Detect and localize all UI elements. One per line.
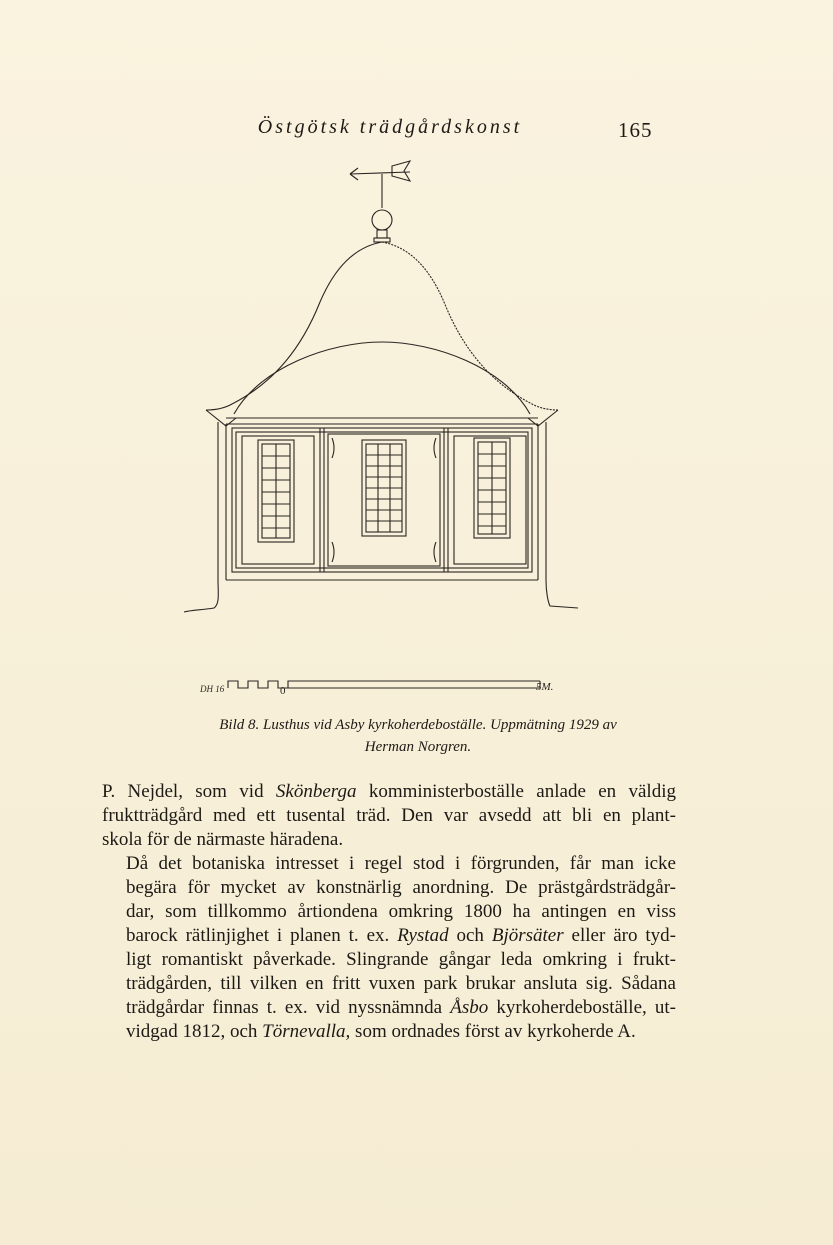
scale-left-label: DH 16 [200, 684, 225, 694]
caption-line-1: Bild 8. Lusthus vid Asby kyrkoherdeboställe. Uppmätning 1929 av [219, 717, 617, 733]
running-header-title: Östgötsk trädgårdskonst [257, 116, 523, 138]
left-panel [242, 436, 314, 564]
text-line [102, 948, 676, 972]
scale-bar [228, 681, 540, 688]
weather-vane-icon [350, 161, 410, 242]
text-segment: vidgad 1812, och [126, 1021, 263, 1042]
page-number: 165 [618, 118, 653, 142]
text-segment: och [448, 925, 492, 946]
text-segment: eller äro tyd- [563, 925, 676, 946]
text-segment: barock rätlinjighet i planen t. ex. [126, 925, 398, 946]
bell-roof [206, 242, 558, 426]
text-segment: trädgårdar finnas t. ex. vid nyssnämnda [126, 997, 451, 1018]
text-segment: fruktträdgård med ett tusental träd. Den var avsedd att bli en plant- [102, 805, 676, 826]
place-name: Rystad [397, 925, 449, 946]
text-line [102, 924, 676, 948]
text-line [102, 876, 676, 900]
place-name: Björsäter [491, 925, 564, 946]
text-line [102, 828, 676, 852]
scale-right-label: 5M. [536, 681, 554, 693]
figure-caption [100, 714, 736, 758]
text-line [102, 900, 676, 924]
text-segment: som ordnades först av kyrkoherde A. [350, 1021, 636, 1042]
scale-zero-label: 0 [280, 685, 286, 697]
right-panel [454, 436, 526, 564]
place-name: Skönberga [275, 781, 357, 802]
text-segment: komministerboställe anlade en väldig [356, 781, 676, 802]
text-line [102, 972, 676, 996]
center-panel [328, 434, 440, 566]
text-segment: ligt romantiskt påverkade. Slingrande gångar leda omkring i frukt- [126, 949, 676, 970]
text-segment: kyrkoherdeboställe, ut- [488, 997, 676, 1018]
text-segment: dar, som tillkommo årtiondena omkring 1800 ha antingen en viss [126, 901, 676, 922]
text-segment: begära för mycket av konstnärlig anordning. De prästgårdsträdgår- [126, 877, 676, 898]
text-line [102, 1020, 676, 1044]
paragraph-1 [102, 780, 676, 852]
text-line [102, 996, 676, 1020]
text-line [102, 780, 676, 804]
paragraph-2 [102, 852, 676, 1044]
text-segment: Då det botaniska intresset i regel stod i förgrunden, får man icke [126, 853, 676, 874]
text-segment: trädgården, till vilken en fritt vuxen park brukar ansluta sig. Sådana [126, 973, 676, 994]
text-line [102, 852, 676, 876]
text-line [102, 804, 676, 828]
pavilion-elevation-drawing [170, 152, 600, 712]
caption-line-2: Herman Norgren. [364, 739, 472, 755]
place-name: Törnevalla, [262, 1021, 351, 1042]
text-segment: P. Nejdel, som vid [102, 781, 276, 802]
body-text [102, 780, 676, 1044]
place-name: Åsbo [450, 997, 489, 1018]
text-segment: skola för de närmaste häradena. [102, 829, 344, 850]
pavilion-walls [184, 422, 578, 612]
